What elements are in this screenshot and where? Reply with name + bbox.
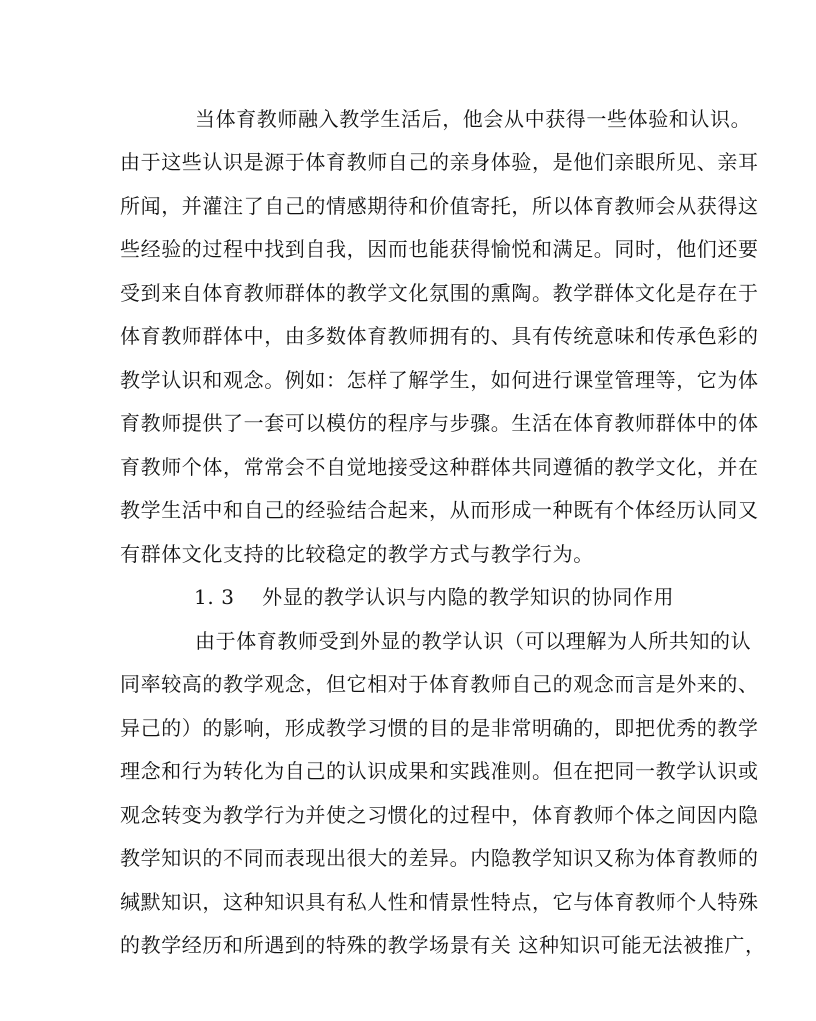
- paragraph-1-line-6: 体育教师群体中，由多数体育教师拥有的、具有传统意味和传承色彩的: [120, 324, 759, 348]
- paragraph-1-line-2: 由于这些认识是源于体育教师自己的亲身体验，是他们亲眼所见、亲耳: [120, 150, 759, 174]
- paragraph-1-line-1: 当体育教师融入教学生活后，他会从中获得一些体验和认识。: [195, 107, 752, 131]
- paragraph-2-line-2: 同率较高的教学观念，但它相对于体育教师自己的观念而言是外来的、: [120, 672, 759, 696]
- paragraph-1-line-5: 受到来自体育教师群体的教学文化氛围的熏陶。教学群体文化是存在于: [120, 281, 759, 305]
- paragraph-2-line-7: 缄默知识，这种知识具有私人性和情景性特点，它与体育教师个人特殊: [120, 890, 759, 914]
- paragraph-1-line-11: 有群体文化支持的比较稳定的教学方式与教学行为。: [120, 542, 594, 566]
- paragraph-1-line-3: 所闻，并灌注了自己的情感期待和价值寄托，所以体育教师会从获得这: [120, 194, 759, 218]
- paragraph-2-line-3: 异己的）的影响，形成教学习惯的目的是非常明确的，即把优秀的教学: [120, 716, 759, 740]
- paragraph-1-line-7: 教学认识和观念。例如：怎样了解学生，如何进行课堂管理等，它为体: [120, 368, 759, 392]
- section-heading: 1. 3 外显的教学认识与内隐的教学知识的协同作用: [194, 585, 675, 609]
- paragraph-1-line-8: 育教师提供了一套可以模仿的程序与步骤。生活在体育教师群体中的体: [120, 411, 759, 435]
- paragraph-2-line-8: 的教学经历和所遇到的特殊的教学场景有关 这种知识可能无法被推广，: [120, 933, 766, 957]
- paragraph-1-line-10: 教学生活中和自己的经验结合起来，从而形成一种既有个体经历认同又: [120, 498, 759, 522]
- paragraph-1-line-4: 些经验的过程中找到自我，因而也能获得愉悦和满足。同时，他们还要: [120, 237, 759, 261]
- paragraph-1-line-9: 育教师个体，常常会不自觉地接受这种群体共同遵循的教学文化，并在: [120, 455, 759, 479]
- paragraph-2-line-1: 由于体育教师受到外显的教学认识（可以理解为人所共知的认: [195, 629, 752, 653]
- paragraph-2-line-5: 观念转变为教学行为并使之习惯化的过程中，体育教师个体之间因内隐: [120, 803, 759, 827]
- paragraph-2-line-4: 理念和行为转化为自己的认识成果和实践准则。但在把同一教学认识或: [120, 759, 759, 783]
- paragraph-2-line-6: 教学知识的不同而表现出很大的差异。内隐教学知识又称为体育教师的: [120, 846, 759, 870]
